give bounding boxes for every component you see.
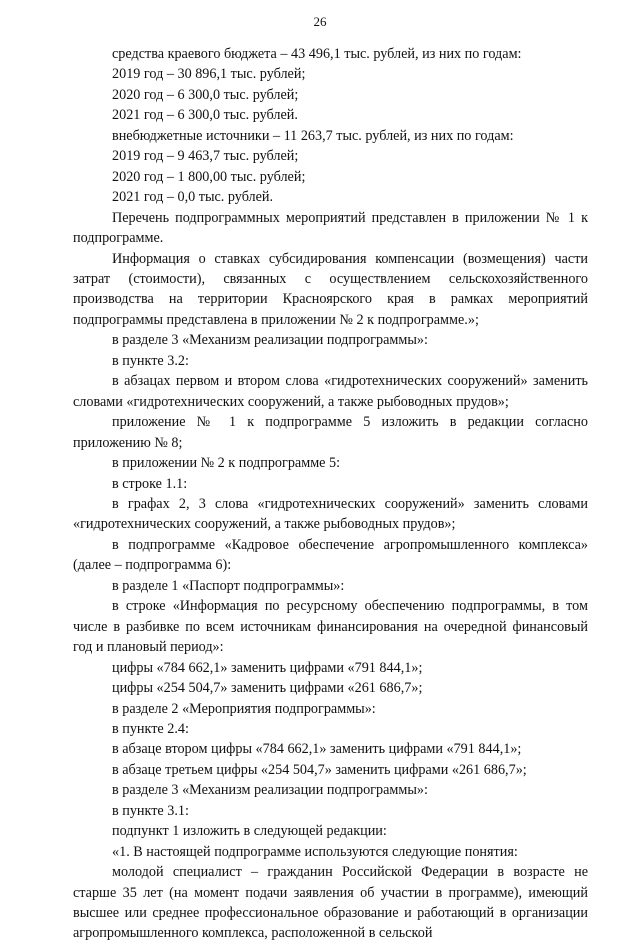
- paragraph-9: Перечень подпрограммных мероприятий представлен в приложении № 1 к подпрограмме.: [73, 209, 588, 247]
- paragraph-25: в абзаце втором цифры «784 662,1» заменить цифрами «791 844,1»;: [112, 741, 522, 758]
- paragraph-12: в пункте 3.2:: [112, 352, 189, 369]
- paragraph-16: в строке 1.1:: [112, 475, 188, 492]
- paragraph-7: 2020 год – 1 800,00 тыс. рублей;: [112, 168, 306, 185]
- paragraph-24: в пункте 2.4:: [112, 720, 189, 737]
- paragraph-13: в абзацах первом и втором слова «гидротехнических сооружений» заменить словами «гидротехнических сооружений, а также рыбоводных прудов»;: [73, 373, 588, 410]
- paragraph-26: в абзаце третьем цифры «254 504,7» заменить цифрами «261 686,7»;: [112, 761, 527, 778]
- page-number: 26: [313, 14, 327, 29]
- paragraph-19: в разделе 1 «Паспорт подпрограммы»:: [112, 577, 345, 594]
- paragraph-18: в подпрограмме «Кадровое обеспечение агропромышленного комплекса» (далее – подпрограмма 6):: [73, 536, 588, 574]
- paragraph-20: в строке «Информация по ресурсному обеспечению подпрограммы, в том числе в разбивке по всем источникам финансирования на очередной финансовый год и плановый период»:: [73, 598, 588, 656]
- paragraph-15: в приложении № 2 к подпрограмме 5:: [112, 455, 341, 472]
- paragraph-21: цифры «784 662,1» заменить цифрами «791 844,1»;: [112, 659, 423, 676]
- paragraph-5: внебюджетные источники – 11 263,7 тыс. рублей, из них по годам:: [112, 127, 514, 144]
- paragraph-29: подпункт 1 изложить в следующей редакции:: [112, 823, 387, 840]
- paragraph-10: Информация о ставках субсидирования компенсации (возмещения) части затрат (стоимости), связанных с осуществлением сельскохозяйственного производства на территории Красноярского края в рамках мероприятий подпрограммы представлена в приложении № 2 к подпрограмме.»;: [73, 250, 588, 328]
- paragraph-14: приложение № 1 к подпрограмме 5 изложить в редакции согласно приложению № 8;: [73, 414, 588, 451]
- paragraph-31: молодой специалист – гражданин Российской Федерации в возрасте не старше 35 лет (на момент подачи заявления об участии в программе), имеющий высшее или среднее профессиональное образование и работающий в организации агропромышленного комплекса, расположенной в сельской: [73, 864, 588, 942]
- paragraph-2: 2019 год – 30 896,1 тыс. рублей;: [112, 66, 306, 83]
- paragraph-27: в разделе 3 «Механизм реализации подпрограммы»:: [112, 782, 428, 799]
- paragraph-8: 2021 год – 0,0 тыс. рублей.: [112, 189, 274, 206]
- paragraph-1: средства краевого бюджета – 43 496,1 тыс. рублей, из них по годам:: [112, 46, 522, 62]
- paragraph-17: в графах 2, 3 слова «гидротехнических сооружений» заменить словами «гидротехнических сооружений, а также рыбоводных прудов»;: [73, 495, 588, 533]
- paragraph-28: в пункте 3.1:: [112, 802, 189, 819]
- paragraph-6: 2019 год – 9 463,7 тыс. рублей;: [112, 148, 299, 165]
- paragraph-23: в разделе 2 «Мероприятия подпрограммы»:: [112, 700, 376, 717]
- document-body: [73, 44, 588, 944]
- paragraph-4: 2021 год – 6 300,0 тыс. рублей.: [112, 107, 298, 124]
- paragraph-22: цифры «254 504,7» заменить цифрами «261 686,7»;: [112, 680, 423, 697]
- paragraph-3: 2020 год – 6 300,0 тыс. рублей;: [112, 86, 299, 103]
- paragraph-30: «1. В настоящей подпрограмме используются следующие понятия:: [112, 843, 518, 860]
- paragraph-11: в разделе 3 «Механизм реализации подпрограммы»:: [112, 332, 428, 349]
